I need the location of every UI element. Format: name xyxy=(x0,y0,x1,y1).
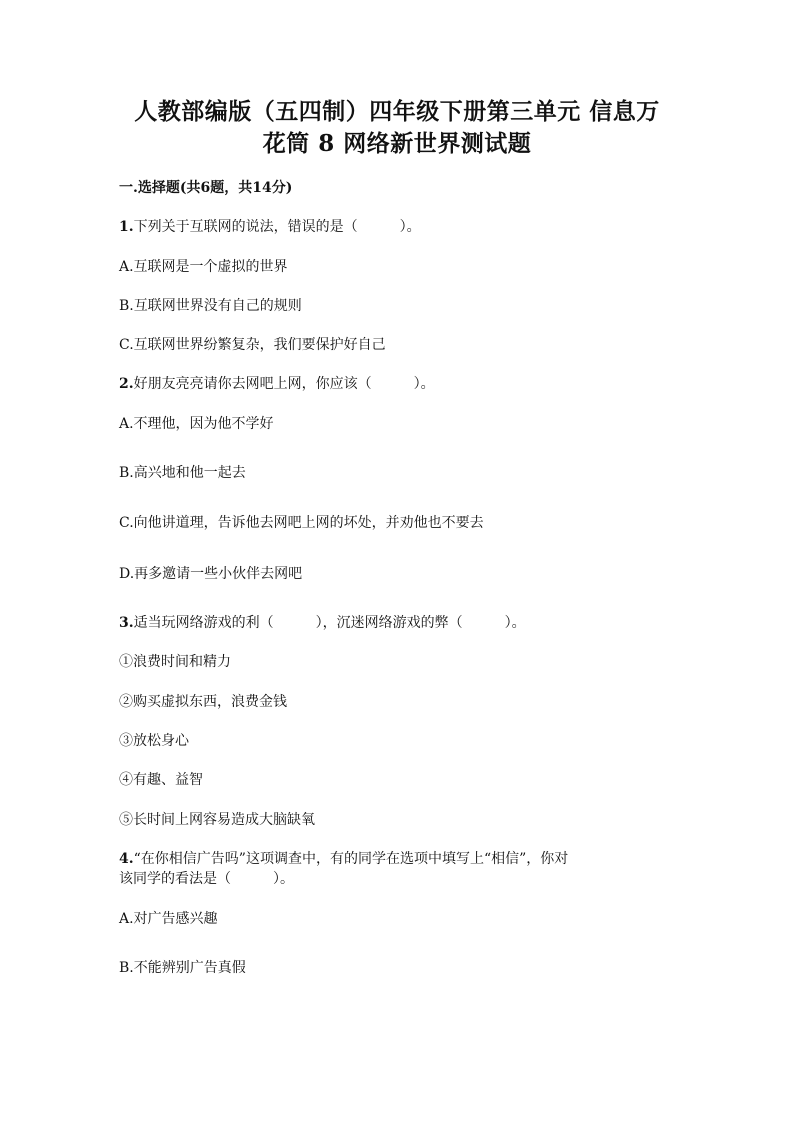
question-number: 4. xyxy=(119,851,134,867)
q1-option-c: C.互联网世界纷繁复杂，我们要保护好自己 xyxy=(119,337,386,353)
question-stem: 适当玩网络游戏的利（ ），沉迷网络游戏的弊（ ）。 xyxy=(133,615,526,631)
q4-option-b: B.不能辨别广告真假 xyxy=(119,960,246,976)
q2-option-d: D.再多邀请一些小伙伴去网吧 xyxy=(119,566,303,582)
q3-item-1: ①浪费时间和精力 xyxy=(119,654,231,670)
q3-item-2: ②购买虚拟东西，浪费金钱 xyxy=(119,694,287,710)
q1-option-b: B.互联网世界没有自己的规则 xyxy=(119,298,302,314)
question-number: 3. xyxy=(119,615,134,631)
document-title-line-2: 花筒 8 网络新世界测试题 xyxy=(262,130,532,157)
question-1 xyxy=(119,217,679,237)
question-2 xyxy=(119,374,679,394)
q2-option-b: B.高兴地和他一起去 xyxy=(119,465,246,481)
question-stem: 好朋友亮亮请你去网吧上网，你应该（ ）。 xyxy=(133,376,435,392)
q4-option-a: A.对广告感兴趣 xyxy=(119,911,218,927)
q3-item-3: ③放松身心 xyxy=(119,733,189,749)
q1-option-a: A.互联网是一个虚拟的世界 xyxy=(119,259,288,275)
document-title-line-1: 人教部编版（五四制）四年级下册第三单元 信息万 xyxy=(134,98,660,125)
q2-option-a: A.不理他，因为他不学好 xyxy=(119,416,274,432)
section-heading: 一.选择题(共6题，共14分) xyxy=(119,180,293,196)
question-4 xyxy=(119,849,679,869)
q3-item-5: ⑤长时间上网容易造成大脑缺氧 xyxy=(119,812,315,828)
question-stem-line-1: “在你相信广告吗”这项调查中，有的同学在选项中填写上“相信”，你对 xyxy=(133,851,569,867)
q3-item-4: ④有趣、益智 xyxy=(119,772,203,788)
question-number: 2. xyxy=(119,376,134,392)
question-number: 1. xyxy=(119,219,134,235)
question-3 xyxy=(119,613,679,633)
q2-option-c: C.向他讲道理，告诉他去网吧上网的坏处，并劝他也不要去 xyxy=(119,515,484,531)
question-stem: 下列关于互联网的说法，错误的是（ ）。 xyxy=(133,219,421,235)
question-4-continued: 该同学的看法是（ ）。 xyxy=(119,871,294,887)
